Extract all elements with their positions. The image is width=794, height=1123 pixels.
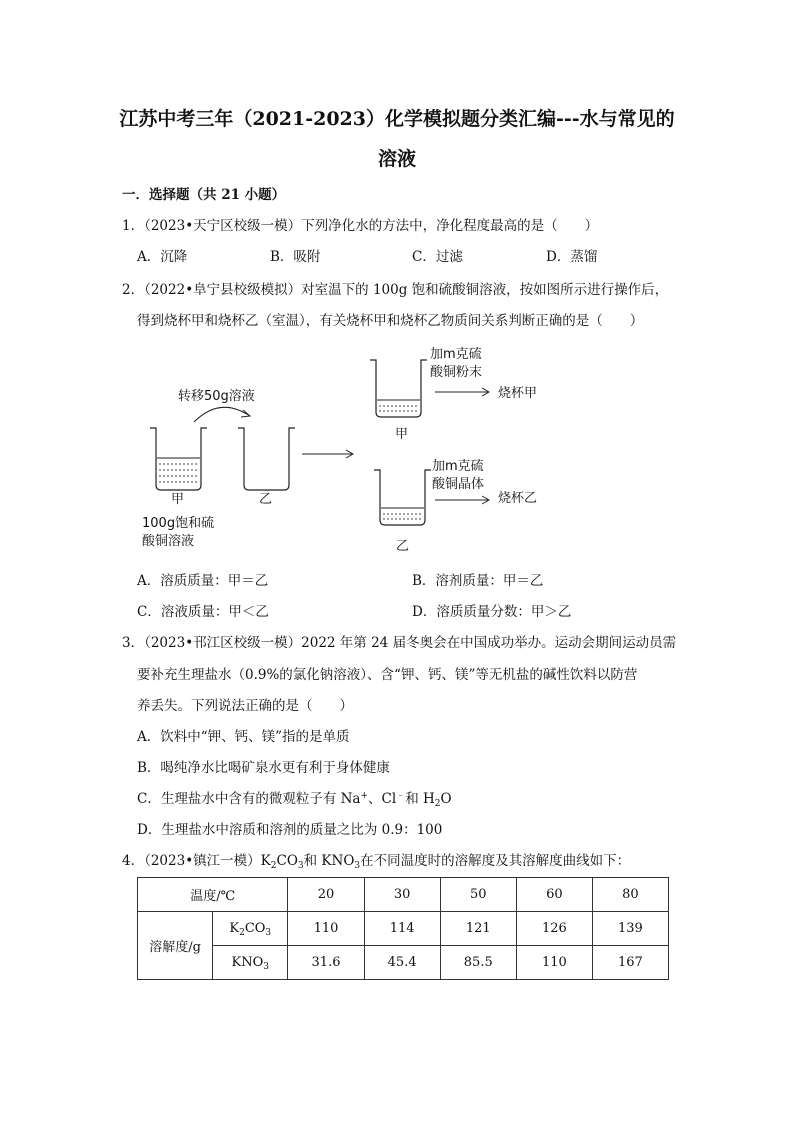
section-heading: 一．选择题（共 21 小题）	[122, 187, 286, 203]
table-header-temp: 温度/℃	[138, 878, 288, 912]
table-cell: 20	[288, 878, 364, 912]
q4-stem: 4．（2023•镇江一模）$K_2CO_3$和 $KNO_3$在不同温度时的溶解度及其溶解度曲线如下：	[122, 853, 631, 871]
table-cell: 121	[440, 912, 516, 946]
fig-bot-add1: 加m克硫	[432, 459, 484, 474]
fig-bottom-name: 乙	[396, 539, 410, 554]
q2-stem-line1: 2．（2022•阜宁县校级模拟）对室温下的 100g 饱和硫酸铜溶液，按如图所示进行操作后，	[122, 282, 669, 298]
q1-option-b: B．吸附	[270, 249, 321, 265]
fig-top-name: 甲	[395, 427, 409, 442]
q3-stem-line3: 养丢失。下列说法正确的是（ ）	[137, 698, 353, 714]
solubility-table	[137, 877, 669, 980]
fig-bot-add2: 酸铜晶体	[432, 477, 485, 492]
doc-title-line1: 江苏中考三年（2021-2023）化学模拟题分类汇编---水与常见的	[119, 108, 675, 130]
beaker-bottom	[374, 470, 431, 525]
fig-beaker-b-label: 乙	[259, 492, 273, 507]
q1-option-d: D．蒸馏	[546, 249, 598, 265]
q3-option-a: A．饮料中“钾、钙、镁”指的是单质	[137, 729, 350, 745]
table-header-solubility: 溶解度/g	[138, 912, 213, 980]
table-cell: 31.6	[288, 946, 364, 980]
q3-stem-line1: 3．（2023•邗江区校级一模）2022 年第 24 届冬奥会在中国成功举办。运动会期间运动员需	[122, 635, 677, 651]
q3-stem-line2: 要补充生理盐水（0.9%的氯化钠溶液）、含“钾、钙、镁”等无机盐的碱性饮料以防营	[137, 667, 638, 683]
table-cell: 60	[516, 878, 592, 912]
fig-orig-label1: 100g饱和硫	[142, 516, 215, 531]
q2-option-a: A．溶质质量：甲＝乙	[137, 573, 269, 589]
table-row-name-k2co3: $K_2CO_3$	[213, 912, 288, 946]
table-cell: 30	[364, 878, 440, 912]
beaker-top	[370, 360, 427, 417]
table-cell: 50	[440, 878, 516, 912]
table-cell: 167	[592, 946, 668, 980]
fig-transfer-label: 转移50g溶液	[178, 389, 255, 404]
q3-option-b: B．喝纯净水比喝矿泉水更有利于身体健康	[137, 760, 390, 776]
fig-beaker-a-label: 甲	[171, 492, 185, 507]
q3-option-d: D．生理盐水中溶质和溶剂的质量之比为 0.9：100	[137, 822, 443, 838]
q2-figure	[130, 340, 570, 560]
q2-option-c: C．溶液质量：甲＜乙	[137, 604, 269, 620]
q3-option-c: C．生理盐水中含有的微观粒子有 Na+、Cl﹣和 $H_2O$	[137, 791, 452, 809]
table-cell: 110	[288, 912, 364, 946]
table-row	[138, 946, 669, 980]
table-cell: 114	[364, 912, 440, 946]
beaker-original	[150, 428, 207, 490]
q1-option-a: A．沉降	[137, 249, 188, 265]
table-row	[138, 878, 669, 912]
table-cell: 45.4	[364, 946, 440, 980]
q2-option-b: B．溶剂质量：甲＝乙	[412, 573, 544, 589]
fig-bot-result: 烧杯乙	[498, 491, 538, 506]
q1-option-c: C．过滤	[412, 249, 463, 265]
table-cell: 80	[592, 878, 668, 912]
q2-stem-line2: 得到烧杯甲和烧杯乙（室温），有关烧杯甲和烧杯乙物质间关系判断正确的是（ ）	[137, 313, 644, 329]
beaker-empty	[238, 428, 295, 490]
fig-top-add1: 加m克硫	[430, 347, 482, 362]
fig-top-result: 烧杯甲	[498, 386, 538, 401]
table-cell: 110	[516, 946, 592, 980]
q2-option-d: D．溶质质量分数：甲＞乙	[412, 604, 572, 620]
table-cell: 85.5	[440, 946, 516, 980]
table-row	[138, 912, 669, 946]
doc-title-line2: 溶液	[377, 148, 416, 170]
table-cell: 126	[516, 912, 592, 946]
fig-top-add2: 酸铜粉末	[430, 365, 483, 380]
table-cell: 139	[592, 912, 668, 946]
q1-stem: 1．（2023•天宁区校级一模）下列净化水的方法中，净化程度最高的是（ ）	[122, 218, 599, 234]
fig-orig-label2: 酸铜溶液	[142, 534, 195, 549]
table-row-name-kno3: $KNO_3$	[213, 946, 288, 980]
